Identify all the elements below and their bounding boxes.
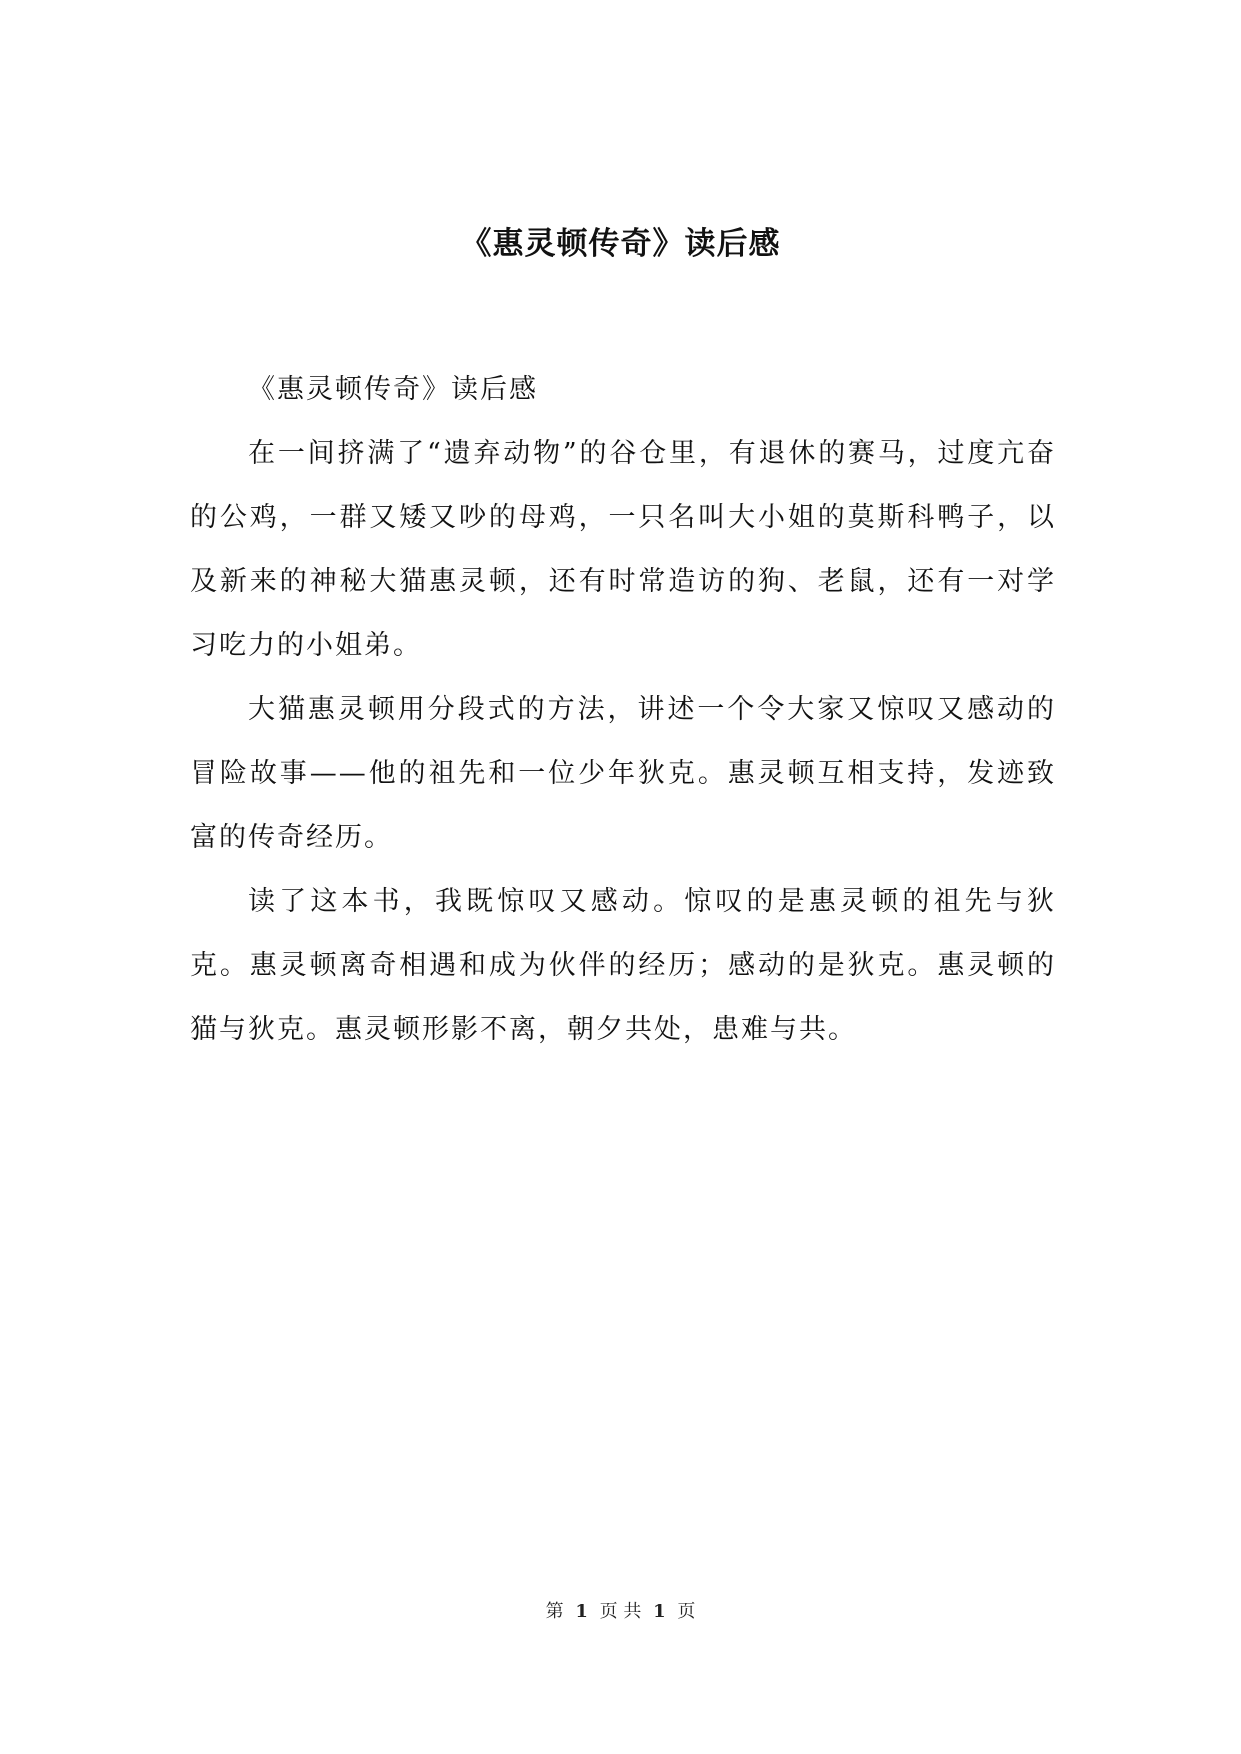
footer-suffix: 页 [677,1601,696,1622]
body-paragraph-subtitle: 《惠灵顿传奇》读后感 [248,374,538,405]
footer-total-pages: 1 [653,1601,666,1622]
document-body [190,358,1056,1062]
body-paragraph-1: 在一间挤满了“遗弃动物”的谷仓里，有退休的赛马，过度亢奋的公鸡，一群又矮又吵的母鸡，一只名叫大小姐的莫斯科鸭子，以及新来的神秘大猫惠灵顿，还有时常造访的狗、老鼠，还有一对学习吃力的小姐弟。 [190,438,1056,661]
footer-middle: 页 共 [599,1601,642,1622]
body-paragraph-3: 读了这本书，我既惊叹又感动。惊叹的是惠灵顿的祖先与狄克。惠灵顿离奇相遇和成为伙伴的经历；感动的是狄克。惠灵顿的猫与狄克。惠灵顿形影不离，朝夕共处，患难与共。 [190,886,1056,1045]
footer-current-page: 1 [575,1601,588,1622]
footer-prefix: 第 [545,1601,564,1622]
page-footer [0,1600,1241,1624]
document-title: 《惠灵顿传奇》读后感 [460,226,781,262]
body-paragraph-2: 大猫惠灵顿用分段式的方法，讲述一个令大家又惊叹又感动的冒险故事——他的祖先和一位少年狄克。惠灵顿互相支持，发迹致富的传奇经历。 [190,694,1056,853]
